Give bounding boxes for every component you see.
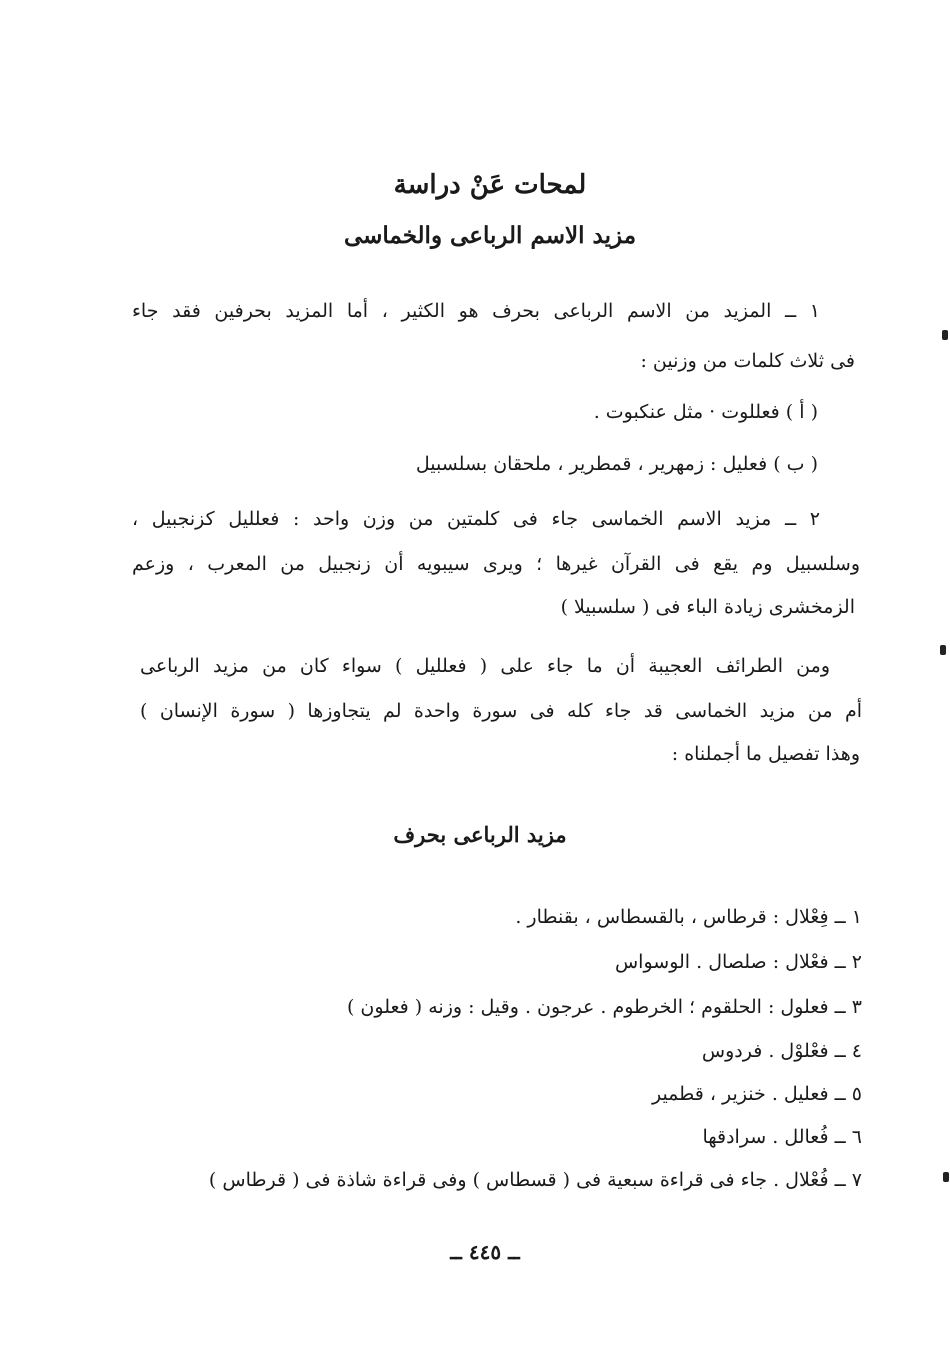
page-subtitle: مزيد الاسم الرباعى والخماسى	[343, 222, 637, 249]
margin-mark	[940, 645, 946, 655]
list-item: ٤ ــ فعْلوْل . فردوس	[701, 1040, 862, 1062]
list-item: ٢ ــ فعْلال : صلصال . الوسواس	[614, 951, 862, 973]
list-item: ٥ ــ فعليل . خنزير ، قطمير	[651, 1083, 862, 1105]
list-item: ٧ ــ فُعْلال . جاء فى قراءة سبعية فى ( قسطاس ) وفى قراءة شاذة فى ( قرطاس )	[208, 1169, 862, 1191]
margin-mark	[943, 1172, 949, 1182]
margin-mark	[942, 330, 948, 340]
section-heading: مزيد الرباعى بحرف	[393, 822, 567, 847]
list-item: ٣ ــ فعلول : الحلقوم ؛ الخرطوم . عرجون . وقيل : وزنه ( فعلون )	[346, 996, 862, 1018]
paragraph-2-line-1: ٢ ــ مزيد الاسم الخماسى جاء فى كلمتين من وزن واحد : فعلليل كزنجبيل ،	[132, 508, 820, 530]
paragraph-1-line-1: ١ ــ المزيد من الاسم الرباعى بحرف هو الكثير ، أما المزيد بحرفين فقد جاء	[132, 300, 820, 322]
paragraph-2-line-3: الزمخشرى زيادة الباء فى ( سلسبيلا )	[560, 596, 855, 618]
page-number: ــ ٤٤٥ ــ	[450, 1240, 520, 1264]
list-item: ١ ــ فِعْلال : قرطاس ، بالقسطاس ، بقنطار .	[515, 906, 862, 928]
page-title: لمحات عَنْ دراسة	[393, 170, 587, 200]
paragraph-1-line-2: فى ثلاث كلمات من وزنين :	[640, 350, 855, 372]
paragraph-3-line-1: ومن الطرائف العجيبة أن ما جاء على ( فعلليل ) سواء كان من مزيد الرباعى	[140, 655, 830, 677]
list-item-a: ( أ ) فعللوت · مثل عنكبوت .	[593, 401, 818, 423]
paragraph-3-line-2: أم من مزيد الخماسى قد جاء كله فى سورة واحدة لم يتجاوزها ( سورة الإنسان )	[140, 700, 862, 722]
paragraph-2-line-2: وسلسبيل وم يقع فى القرآن غيرها ؛ ويرى سيبويه أن زنجبيل من المعرب ، وزعم	[132, 553, 860, 575]
list-item: ٦ ــ فُعالل . سرادقها	[702, 1126, 862, 1148]
list-item-b: ( ب ) فعليل : زمهرير ، قمطرير ، ملحقان بسلسبيل	[415, 453, 818, 475]
paragraph-3-line-3: وهذا تفصيل ما أجملناه :	[671, 743, 860, 765]
